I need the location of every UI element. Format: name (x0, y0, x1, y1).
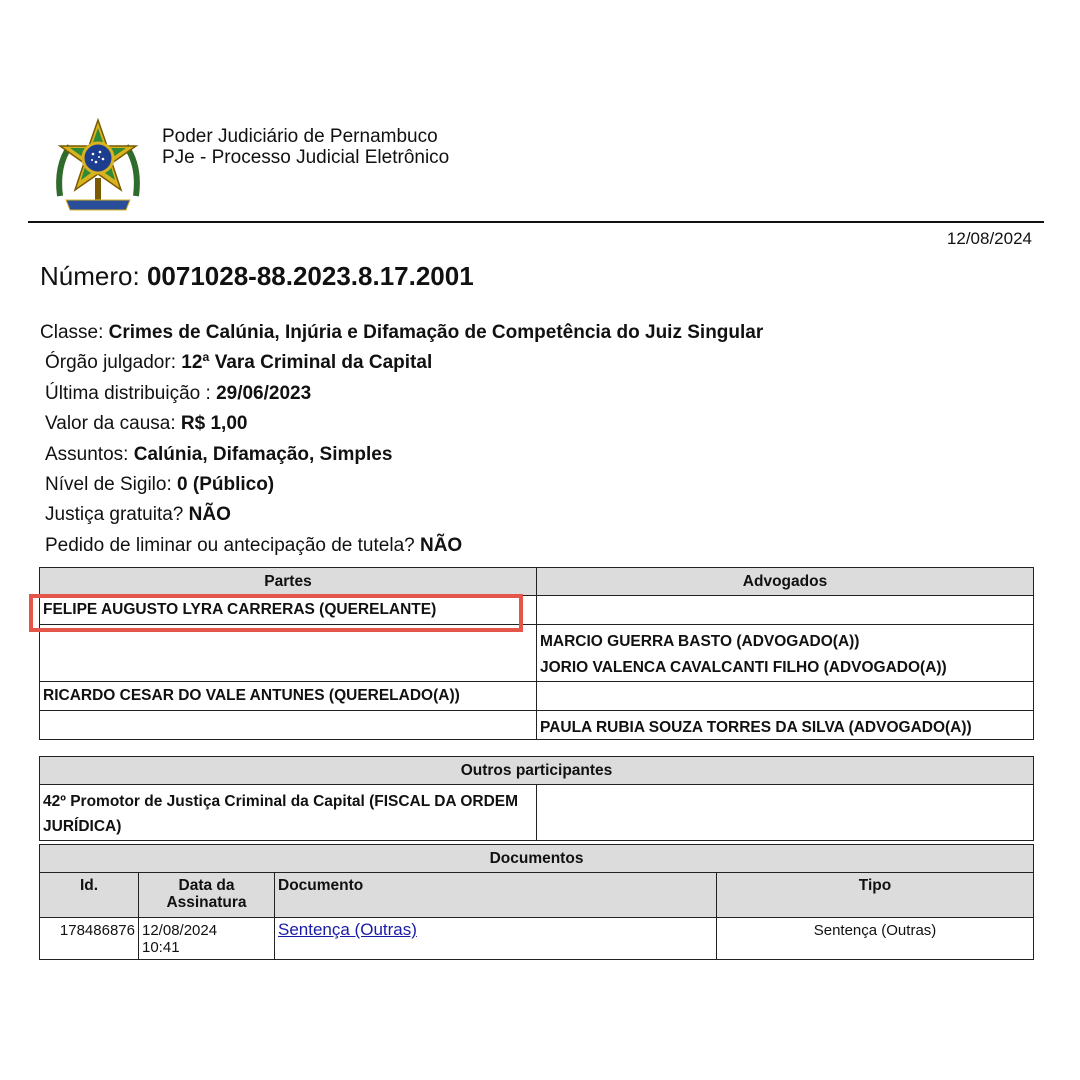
advogado-name: MARCIO GUERRA BASTO (ADVOGADO(A)) (540, 633, 860, 650)
process-number-value: 0071028-88.2023.8.17.2001 (146, 261, 474, 291)
field-value: 12ª Vara Criminal da Capital (181, 352, 433, 374)
doc-tipo: Sentença (Outras) (717, 918, 1034, 960)
brazil-coat-of-arms-icon (50, 116, 146, 218)
doc-data (139, 918, 275, 960)
field-value: NÃO (419, 534, 463, 556)
outros-header: Outros participantes (40, 757, 1034, 785)
documentos-table (39, 844, 1034, 960)
field-label: Nível de Sigilo: (45, 474, 172, 496)
field-value: NÃO (188, 504, 231, 526)
field-value: 0 (Público) (177, 474, 275, 496)
field-label: Classe: (40, 322, 104, 343)
field-label: Última distribuição : (45, 382, 211, 404)
table-row (40, 682, 1034, 711)
highlight-box (29, 594, 523, 632)
table-row (40, 918, 1034, 960)
court-name: Poder Judiciário de Pernambuco (162, 126, 438, 147)
process-number-label: Número: (40, 261, 140, 291)
process-details (40, 318, 763, 561)
field-value: 29/06/2023 (216, 382, 312, 404)
doc-documento (275, 918, 717, 960)
field-label: Justiça gratuita? (45, 504, 184, 526)
field-valor (40, 409, 763, 439)
partes-table (39, 567, 1034, 740)
doc-time: 10:41 (142, 939, 180, 956)
document-date: 12/08/2024 (946, 229, 1032, 248)
doc-id: 178486876 (40, 918, 139, 960)
field-label: Pedido de liminar ou antecipação de tutela? (45, 534, 415, 556)
parte-cell: RICARDO CESAR DO VALE ANTUNES (QUERELADO(A)) (40, 682, 537, 711)
table-row (40, 625, 1034, 682)
col-documento: Documento (275, 873, 717, 918)
parte-cell (40, 711, 537, 740)
field-label: Órgão julgador: (45, 352, 176, 374)
documentos-header: Documentos (40, 845, 1034, 873)
document-link[interactable]: Sentença (Outras) (278, 920, 417, 939)
advogado-cell (537, 625, 1034, 682)
advogado-cell (537, 682, 1034, 711)
court-header (162, 126, 449, 168)
outros-participantes-table (39, 756, 1034, 841)
field-sigilo (40, 470, 763, 500)
col-data: Data da Assinatura (139, 873, 275, 918)
field-value: R$ 1,00 (180, 413, 248, 435)
parte-cell (40, 625, 537, 682)
field-justica-gratuita (40, 500, 763, 530)
empty-cell (537, 785, 1034, 841)
header-divider (28, 221, 1044, 223)
system-name: PJe - Processo Judicial Eletrônico (162, 147, 450, 168)
field-classe (40, 318, 763, 348)
table-row (40, 785, 1034, 841)
process-number (40, 261, 474, 292)
field-value: Calúnia, Difamação, Simples (133, 443, 393, 465)
field-value: Crimes de Calúnia, Injúria e Difamação de Competência do Juiz Singular (108, 322, 764, 343)
field-label: Valor da causa: (45, 413, 176, 435)
col-tipo: Tipo (717, 873, 1034, 918)
advogados-header: Advogados (537, 568, 1034, 596)
parte-cell: FELIPE AUGUSTO LYRA CARRERAS (QUERELANTE) (40, 596, 537, 625)
col-id: Id. (40, 873, 139, 918)
field-liminar (40, 531, 763, 561)
field-distribuicao (40, 379, 763, 409)
doc-date: 12/08/2024 (142, 922, 218, 939)
advogado-cell (537, 596, 1034, 625)
advogado-name: JORIO VALENCA CAVALCANTI FILHO (ADVOGADO(A)) (540, 659, 947, 676)
advogado-cell: PAULA RUBIA SOUZA TORRES DA SILVA (ADVOGADO(A)) (537, 711, 1034, 740)
table-row (40, 711, 1034, 740)
partes-header: Partes (40, 568, 537, 596)
field-orgao (40, 348, 763, 378)
participante-cell: 42º Promotor de Justiça Criminal da Capital (FISCAL DA ORDEM JURÍDICA) (40, 785, 537, 841)
field-assuntos (40, 440, 763, 470)
field-label: Assuntos: (45, 443, 129, 465)
